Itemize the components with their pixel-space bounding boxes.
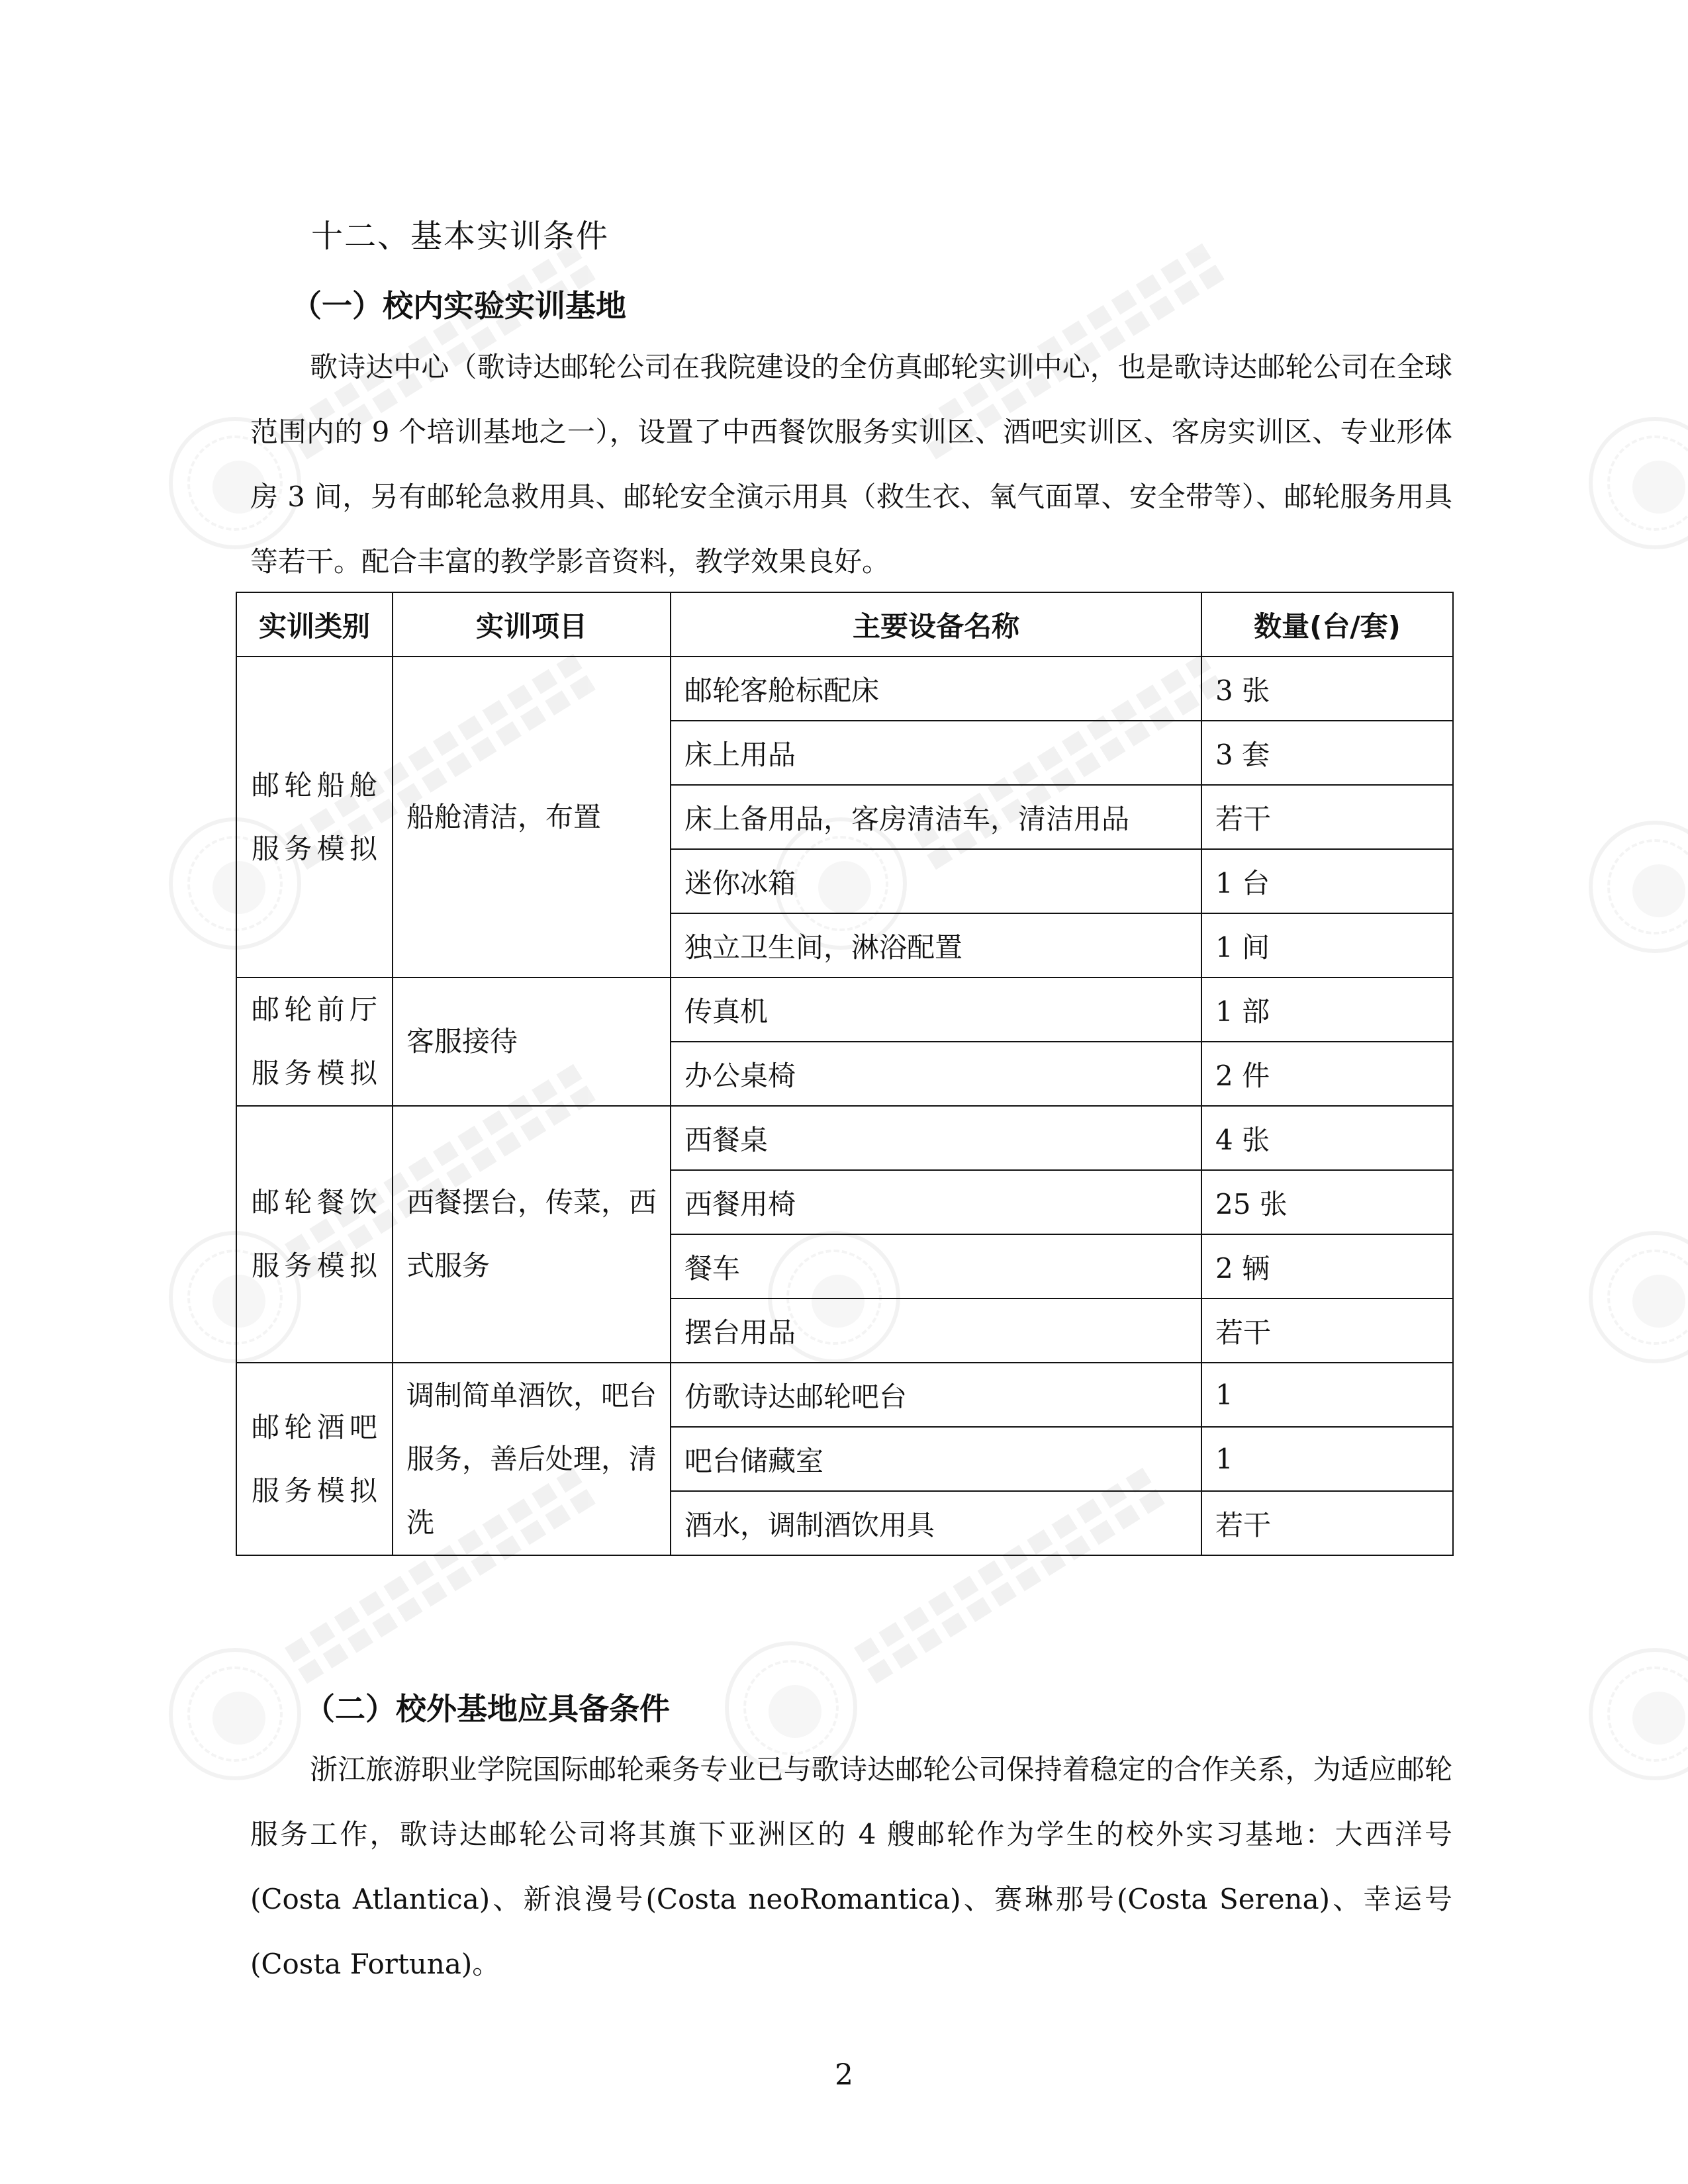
subsection-title-external: （二）校外基地应具备条件 <box>305 1691 670 1727</box>
quantity-cell: 2 件 <box>1201 1042 1453 1106</box>
watermark-seal-icon <box>1589 1231 1688 1363</box>
quantity-cell: 1 台 <box>1201 849 1453 913</box>
quantity-cell: 25 张 <box>1201 1170 1453 1234</box>
project-cell: 调制简单酒饮，吧台服务，善后处理，清洗 <box>393 1363 671 1555</box>
equipment-cell: 西餐桌 <box>671 1106 1201 1170</box>
equipment-cell: 邮轮客舱标配床 <box>671 657 1201 721</box>
quantity-cell: 3 张 <box>1201 657 1453 721</box>
table-header-row <box>236 592 1453 657</box>
table-row <box>236 1106 1453 1170</box>
subsection-title-internal: （一）校内实验实训基地 <box>291 288 626 324</box>
category-cell: 邮轮前厅服务模拟 <box>236 978 393 1106</box>
equipment-cell: 酒水，调制酒饮用具 <box>671 1491 1201 1555</box>
category-cell: 邮轮餐饮服务模拟 <box>236 1106 393 1363</box>
quantity-cell: 1 间 <box>1201 913 1453 978</box>
category-cell: 邮轮船舱服务模拟 <box>236 657 393 978</box>
quantity-cell: 若干 <box>1201 785 1453 849</box>
quantity-cell: 若干 <box>1201 1491 1453 1555</box>
quantity-cell: 1 <box>1201 1363 1453 1427</box>
equipment-cell: 摆台用品 <box>671 1298 1201 1363</box>
category-cell: 邮轮酒吧服务模拟 <box>236 1363 393 1555</box>
quantity-cell: 若干 <box>1201 1298 1453 1363</box>
equipment-cell: 独立卫生间，淋浴配置 <box>671 913 1201 978</box>
equipment-cell: 西餐用椅 <box>671 1170 1201 1234</box>
training-equipment-table <box>236 592 1454 1556</box>
project-cell: 客服接待 <box>393 978 671 1106</box>
equipment-cell: 餐车 <box>671 1234 1201 1298</box>
quantity-cell: 3 套 <box>1201 721 1453 785</box>
equipment-cell: 床上用品 <box>671 721 1201 785</box>
quantity-cell: 1 部 <box>1201 978 1453 1042</box>
equipment-cell: 仿歌诗达邮轮吧台 <box>671 1363 1201 1427</box>
paragraph-external-base: 浙江旅游职业学院国际邮轮乘务专业已与歌诗达邮轮公司保持着稳定的合作关系，为适应邮轮服务工作，歌诗达邮轮公司将其旗下亚洲区的 4 艘邮轮作为学生的校外实习基地：大西洋号(Costa Atlantica)、新浪漫号(Costa neoRomantica)、赛琳那号(Costa Serena)、幸运号(Costa Fortuna)。 <box>250 1753 1452 1980</box>
table-row <box>236 657 1453 721</box>
quantity-cell: 1 <box>1201 1427 1453 1491</box>
table-row <box>236 978 1453 1042</box>
equipment-cell: 吧台储藏室 <box>671 1427 1201 1491</box>
table-row <box>236 1363 1453 1427</box>
header-project: 实训项目 <box>393 592 671 657</box>
equipment-cell: 传真机 <box>671 978 1201 1042</box>
equipment-cell: 办公桌椅 <box>671 1042 1201 1106</box>
paragraph-internal-base: 歌诗达中心（歌诗达邮轮公司在我院建设的全仿真邮轮实训中心，也是歌诗达邮轮公司在全球范围内的 9 个培训基地之一），设置了中西餐饮服务实训区、酒吧实训区、客房实训区、专业形体房 3 间，另有邮轮急救用具、邮轮安全演示用具（救生衣、氧气面罩、安全带等）、邮轮服务用具等若干。配合丰富的教学影音资料，教学效果良好。 <box>250 351 1452 578</box>
page-number: 2 <box>835 2058 853 2092</box>
watermark-seal-icon <box>1589 1648 1688 1780</box>
project-cell: 船舱清洁，布置 <box>393 657 671 978</box>
header-category: 实训类别 <box>236 592 393 657</box>
project-cell: 西餐摆台，传菜，西式服务 <box>393 1106 671 1363</box>
watermark-seal-icon <box>1589 821 1688 953</box>
equipment-cell: 迷你冰箱 <box>671 849 1201 913</box>
quantity-cell: 2 辆 <box>1201 1234 1453 1298</box>
watermark-seal-icon <box>1589 417 1688 549</box>
section-title: 十二、基本实训条件 <box>311 218 610 255</box>
header-equipment: 主要设备名称 <box>671 592 1201 657</box>
quantity-cell: 4 张 <box>1201 1106 1453 1170</box>
header-quantity: 数量(台/套) <box>1201 592 1453 657</box>
equipment-cell: 床上备用品，客房清洁车，清洁用品 <box>671 785 1201 849</box>
